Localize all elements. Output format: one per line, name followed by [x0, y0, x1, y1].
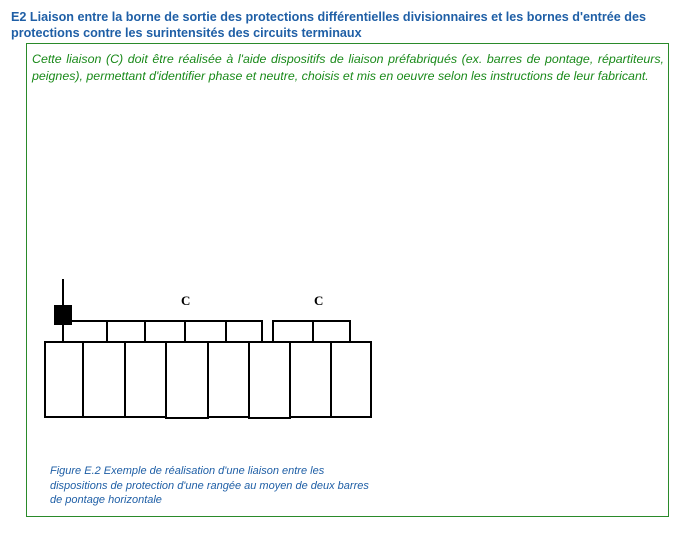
figure-caption: Figure E.2 Exemple de réalisation d'une liaison entre les dispositions de protection d'une rangée au moyen de deux barres de pontage horizontale — [50, 465, 369, 506]
note-text: Cette liaison (C) doit être réalisée à l'aide dispositifs de liaison préfabriqués (ex. barres de pontage, répartiteurs, peignes), permettant d'identifier phase et neutre, choisis et mis en oeuvre selon les instructions de leur fabricant. — [32, 52, 664, 83]
terminal-block — [54, 305, 72, 325]
section-title: E2 Liaison entre la borne de sortie des protections différentielles divisionnaires et les bornes d'entrée des protections contre les surintensités des circuits terminaux — [11, 10, 646, 40]
bridge-bar-1 — [72, 321, 262, 342]
protection-modules — [45, 342, 371, 418]
bridge-bar-2 — [273, 321, 350, 342]
label-c2: C — [314, 293, 324, 308]
label-c1: C — [181, 293, 191, 308]
